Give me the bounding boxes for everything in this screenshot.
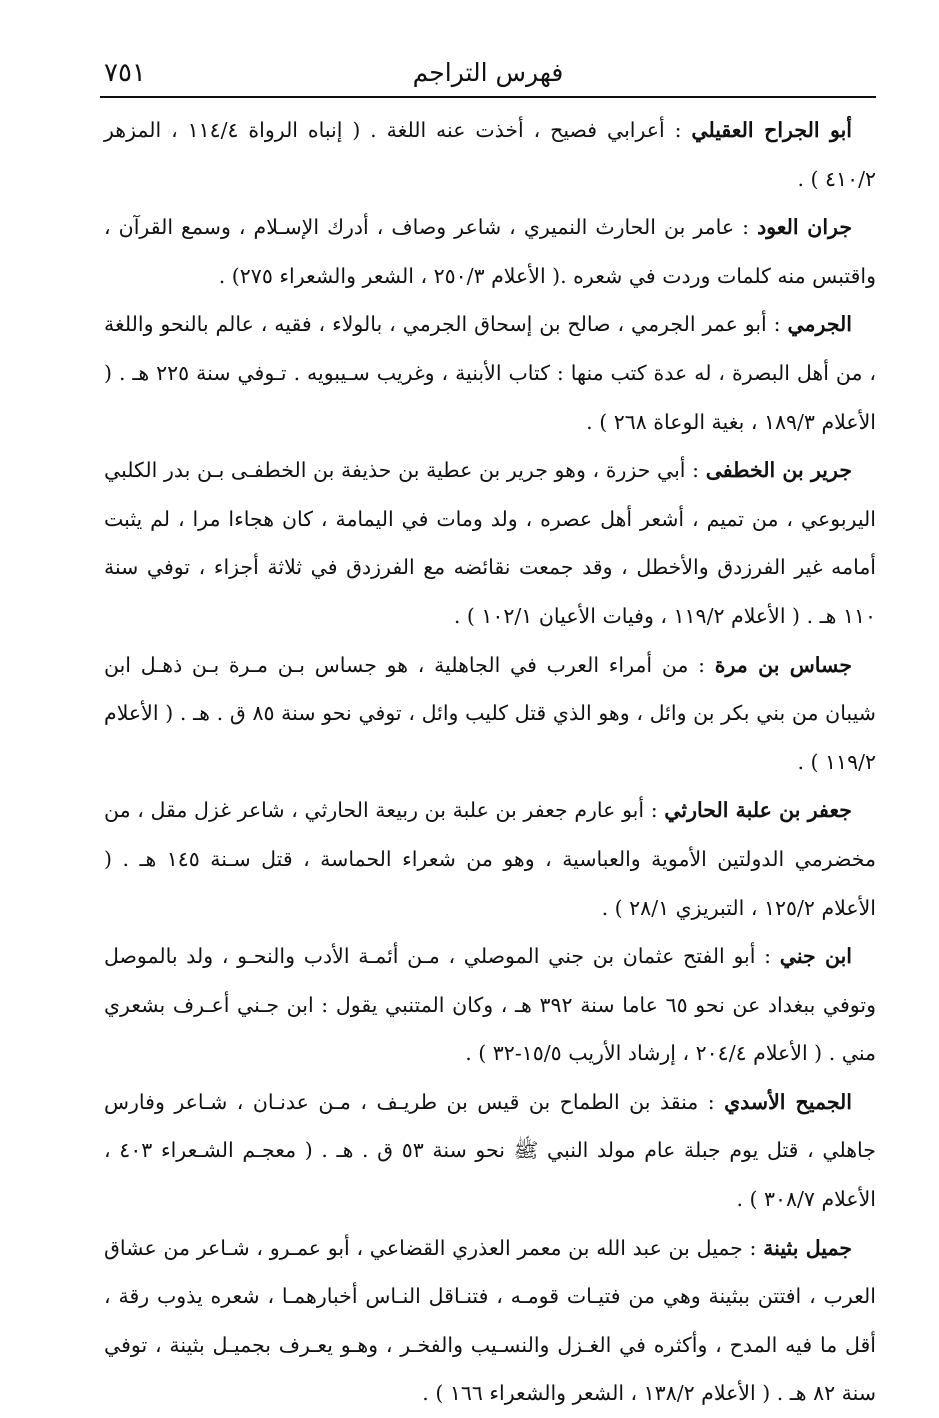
entry-name: ابن جني bbox=[779, 944, 852, 969]
entry-name: جساس بن مرة bbox=[714, 652, 852, 677]
running-title: فهرس التراجم bbox=[412, 58, 564, 87]
entry-name: الجميح الأسدي bbox=[724, 1089, 852, 1114]
entry-name: أبو الجراح العقيلي bbox=[691, 118, 853, 142]
entry-text: : من أمراء العرب في الجاهلية ، هو جساس بـن مـرة بـن ذهـل ابن شيبان من بني بكر بن وائل ، وهو الذي قتل كليب وائل ، توفي نحو سنة ٨٥ ق . هـ . ( الأعلام ١١٩/٢ ) . bbox=[104, 652, 876, 774]
entry-name: جميل بثينة bbox=[763, 1235, 852, 1260]
page-header bbox=[100, 52, 876, 98]
entry-name: جران العود bbox=[757, 215, 853, 240]
entry-abu-al-jarrah bbox=[104, 106, 876, 203]
entry-text: : أبو عارم جعفر بن علبة بن ربيعة الحارثي ، شاعر غزل مقل ، من مخضرمي الدولتين الأموية والعباسية ، وهو من شعراء الحماسة ، قتل سـنة ١٤٥ هـ . ( الأعلام ١٢٥/٢ ، التبريزي ٢٨/١ ) . bbox=[104, 798, 876, 920]
entry-text: : عامر بن الحارث النميري ، شاعر وصاف ، أدرك الإسـلام ، وسمع القرآن ، واقتبس منه كلمات وردت في شعره .( الأعلام ٢٥٠/٣ ، الشعر والشعراء ٢٧٥) . bbox=[104, 215, 876, 288]
entry-text: : أبو عمر الجرمي ، صالح بن إسحاق الجرمي ، بالولاء ، فقيه ، عالم بالنحو واللغة ، من أهل البصرة ، له عدة كتب منها : كتاب الأبنية ، وغريب سـيبويه . تـوفي سنة ٢٢٥ هـ . ( الأعلام ١٨٩/٣ ، بغية الوعاة ٢٦٨ ) . bbox=[104, 312, 876, 434]
entry-al-jumayh bbox=[104, 1078, 876, 1224]
entry-text: : أبي حزرة ، وهو جرير بن عطية بن حذيفة بن الخطفـى بـن بدر الكلبي اليربوعي ، من تميم ، أشعر أهل عصره ، ولد ومات في اليمامة ، كان هجاءا مرا ، لم يثبت أمامه غير الفرزدق والأخطل ، وقد جمعت نقائضه مع الفرزدق في ثلاثة أجزاء ، توفي سنة ١١٠ هـ . ( الأعلام ١١٩/٢ ، وفيات الأعيان ١٠٢/١ ) . bbox=[104, 458, 876, 628]
entry-jafar-ibn-ulba bbox=[104, 786, 876, 932]
entry-name: جرير بن الخطفى bbox=[705, 458, 852, 483]
entry-jarir bbox=[104, 446, 876, 640]
entry-name: الجرمي bbox=[787, 312, 852, 337]
entry-jassas bbox=[104, 641, 876, 787]
entry-text: : منقذ بن الطماح بن قيس بن طريـف ، مـن عدنـان ، شـاعر وفارس جاهلي ، قتل يوم جبلة عام مولد النبي ﷺ نحو سنة ٥٣ ق . هـ . ( معجـم الشـعراء ٤٠٣ ، الأعلام ٣٠٨/٧ ) . bbox=[104, 1089, 876, 1212]
entry-ibn-jinni bbox=[104, 932, 876, 1078]
entry-jiran-al-awd bbox=[104, 203, 876, 300]
entry-al-jarmi bbox=[104, 300, 876, 446]
entry-text: : جميل بن عبد الله بن معمر العذري القضاعي ، أبو عمـرو ، شـاعر من عشاق العرب ، افتتن ببثينة وهي من فتيـات قومـه ، فتنـاقل النـاس أخبارهمـا ، شعره يذوب رقة ، أقل ما فيه المدح ، وأكثره في الغـزل والنسـيب والفخـر ، وهـو يعـرف بجميـل بثينة ، توفي سنة ٨٢ هـ . ( الأعلام ١٣٨/٢ ، الشعر والشعراء ١٦٦ ) . bbox=[104, 1235, 876, 1406]
entry-text: : أبو الفتح عثمان بن جني الموصلي ، مـن أئمـة الأدب والنحـو ، ولد بالموصل وتوفي ببغداد عن نحو ٦٥ عاما سنة ٣٩٢ هـ ، وكان المتنبي يقول : ابن جـني أعـرف بشعري مني . ( الأعلام ٢٠٤/٤ ، إرشاد الأريب ١٥/٥-٣٢ ) . bbox=[104, 944, 877, 1066]
biographies-index bbox=[104, 106, 876, 1418]
entry-text: : أعرابي فصيح ، أخذت عنه اللغة . ( إنباه الرواة ١١٤/٤ ، المزهر ٤١٠/٢ ) . bbox=[104, 118, 876, 191]
entry-name: جعفر بن علبة الحارثي bbox=[664, 798, 852, 823]
entry-jamil-buthayna bbox=[104, 1224, 876, 1418]
page-number: ٧٥١ bbox=[104, 58, 146, 88]
